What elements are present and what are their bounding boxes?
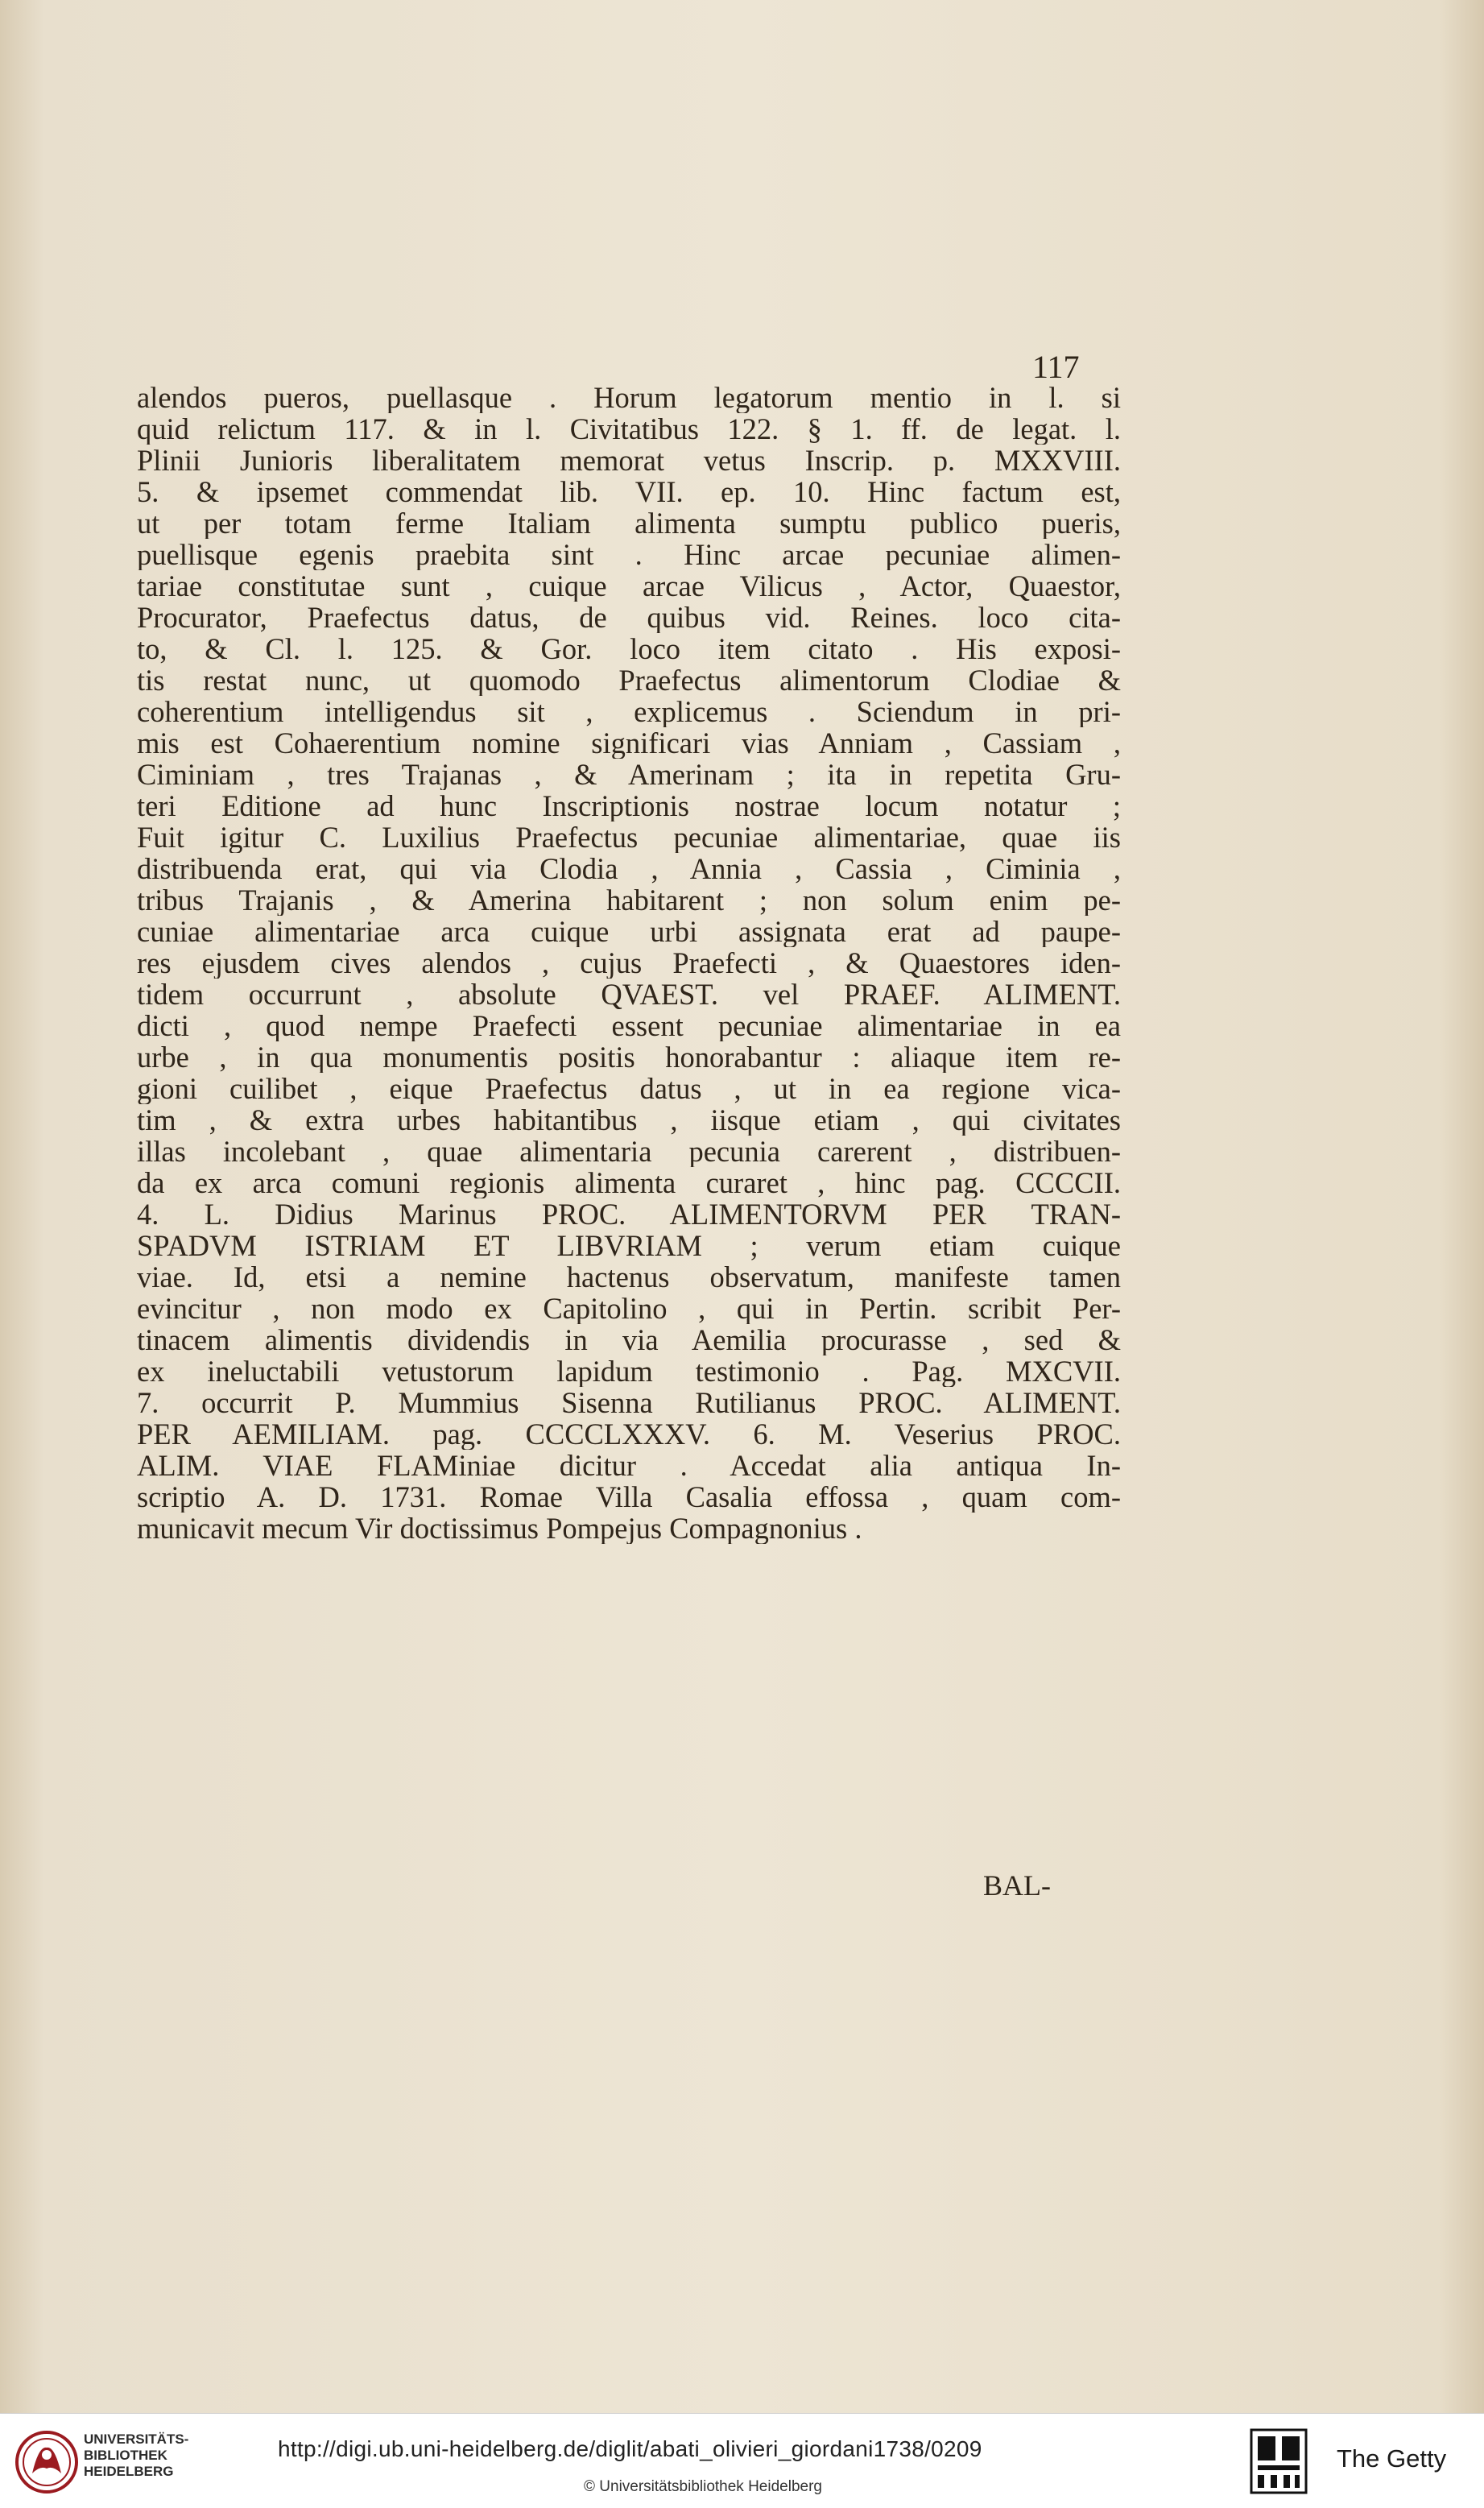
library-name-line: UNIVERSITÄTS- [84, 2431, 189, 2447]
text-line: alendos pueros, puellasque . Horum legatorum mentio in l. si [137, 382, 1121, 413]
text-line: tis restat nunc, ut quomodo Praefectus alimentorum Clodiae & [137, 664, 1121, 696]
text-line: quid relictum 117. & in l. Civitatibus 122. § 1. ff. de legat. l. [137, 413, 1121, 445]
text-line: scriptio A. D. 1731. Romae Villa Casalia effossa , quam com- [137, 1481, 1121, 1513]
library-name [84, 2431, 188, 2480]
text-line: tidem occurrunt , absolute QVAEST. vel PRAEF. ALIMENT. [137, 979, 1121, 1010]
text-line: SPADVM ISTRIAM ET LIBVRIAM ; verum etiam cuique [137, 1230, 1121, 1261]
partner-name: The Getty [1337, 2444, 1447, 2473]
text-line: distribuenda erat, qui via Clodia , Annia , Cassia , Ciminia , [137, 853, 1121, 884]
text-line: Plinii Junioris liberalitatem memorat vetus Inscrip. p. MXXVIII. [137, 445, 1121, 476]
text-line: municavit mecum Vir doctissimus Pompejus Compagnonius . [137, 1513, 862, 1544]
text-line: illas incolebant , quae alimentaria pecunia carerent , distribuen- [137, 1136, 1121, 1167]
text-line: ex ineluctabili vetustorum lapidum testimonio . Pag. MXCVII. [137, 1355, 1121, 1387]
text-line: evincitur , non modo ex Capitolino , qui in Pertin. scribit Per- [137, 1293, 1121, 1324]
text-line: da ex arca comuni regionis alimenta curaret , hinc pag. CCCCII. [137, 1167, 1121, 1198]
text-line: puellisque egenis praebita sint . Hinc arcae pecuniae alimen- [137, 539, 1121, 570]
permalink-url[interactable]: http://digi.ub.uni-heidelberg.de/diglit/abati_olivieri_giordani1738/0209 [278, 2436, 982, 2461]
text-line: cuniae alimentariae arca cuique urbi assignata erat ad paupe- [137, 916, 1121, 947]
text-line: tinacem alimentis dividendis in via Aemilia procurasse , sed & [137, 1324, 1121, 1355]
text-line: gioni cuilibet , eique Praefectus datus , ut in ea regione vica- [137, 1073, 1121, 1104]
catchword: BAL- [983, 1869, 1051, 1902]
text-line: tim , & extra urbes habitantibus , iisque etiam , qui civitates [137, 1104, 1121, 1136]
text-line: 5. & ipsemet commendat lib. VII. ep. 10. Hinc factum est, [137, 476, 1121, 507]
text-line: ALIM. VIAE FLAMiniae dicitur . Accedat alia antiqua In- [137, 1450, 1121, 1481]
text-line: to, & Cl. l. 125. & Gor. loco item citato . His exposi- [137, 633, 1121, 664]
text-line: res ejusdem cives alendos , cujus Praefecti , & Quaestores iden- [137, 947, 1121, 979]
footer-bar [0, 2413, 1484, 2508]
text-line: urbe , in qua monumentis positis honorabantur : aliaque item re- [137, 1041, 1121, 1073]
library-name-line: HEIDELBERG [84, 2464, 174, 2479]
text-line: Procurator, Praefectus datus, de quibus vid. Reines. loco cita- [137, 602, 1121, 633]
text-line: tribus Trajanis , & Amerina habitarent ; non solum enim pe- [137, 884, 1121, 916]
text-line: PER AEMILIAM. pag. CCCCLXXXV. 6. M. Veserius PROC. [137, 1418, 1121, 1450]
text-line: teri Editione ad hunc Inscriptionis nostrae locum notatur ; [137, 790, 1121, 822]
text-line: Fuit igitur C. Luxilius Praefectus pecuniae alimentariae, quae iis [137, 822, 1121, 853]
copyright-notice: © Universitätsbibliothek Heidelberg [584, 2478, 822, 2495]
text-line: tariae constitutae sunt , cuique arcae Vilicus , Actor, Quaestor, [137, 570, 1121, 602]
text-line: viae. Id, etsi a nemine hactenus observatum, manifeste tamen [137, 1261, 1121, 1293]
text-line: mis est Cohaerentium nomine significari vias Anniam , Cassiam , [137, 727, 1121, 759]
getty-logo-icon [1250, 2428, 1308, 2494]
library-name-line: BIBLIOTHEK [84, 2448, 167, 2463]
text-line: 7. occurrit P. Mummius Sisenna Rutilianus PROC. ALIMENT. [137, 1387, 1121, 1418]
university-seal-icon [14, 2430, 79, 2494]
text-line: 4. L. Didius Marinus PROC. ALIMENTORVM PER TRAN- [137, 1198, 1121, 1230]
text-line: coherentium intelligendus sit , explicemus . Sciendum in pri- [137, 696, 1121, 727]
text-line: ut per totam ferme Italiam alimenta sumptu publico pueris, [137, 507, 1121, 539]
text-line: Ciminiam , tres Trajanas , & Amerinam ; ita in repetita Gru- [137, 759, 1121, 790]
text-line: dicti , quod nempe Praefecti essent pecuniae alimentariae in ea [137, 1010, 1121, 1041]
page-number: 117 [1032, 349, 1080, 385]
body-text [137, 382, 1121, 1544]
